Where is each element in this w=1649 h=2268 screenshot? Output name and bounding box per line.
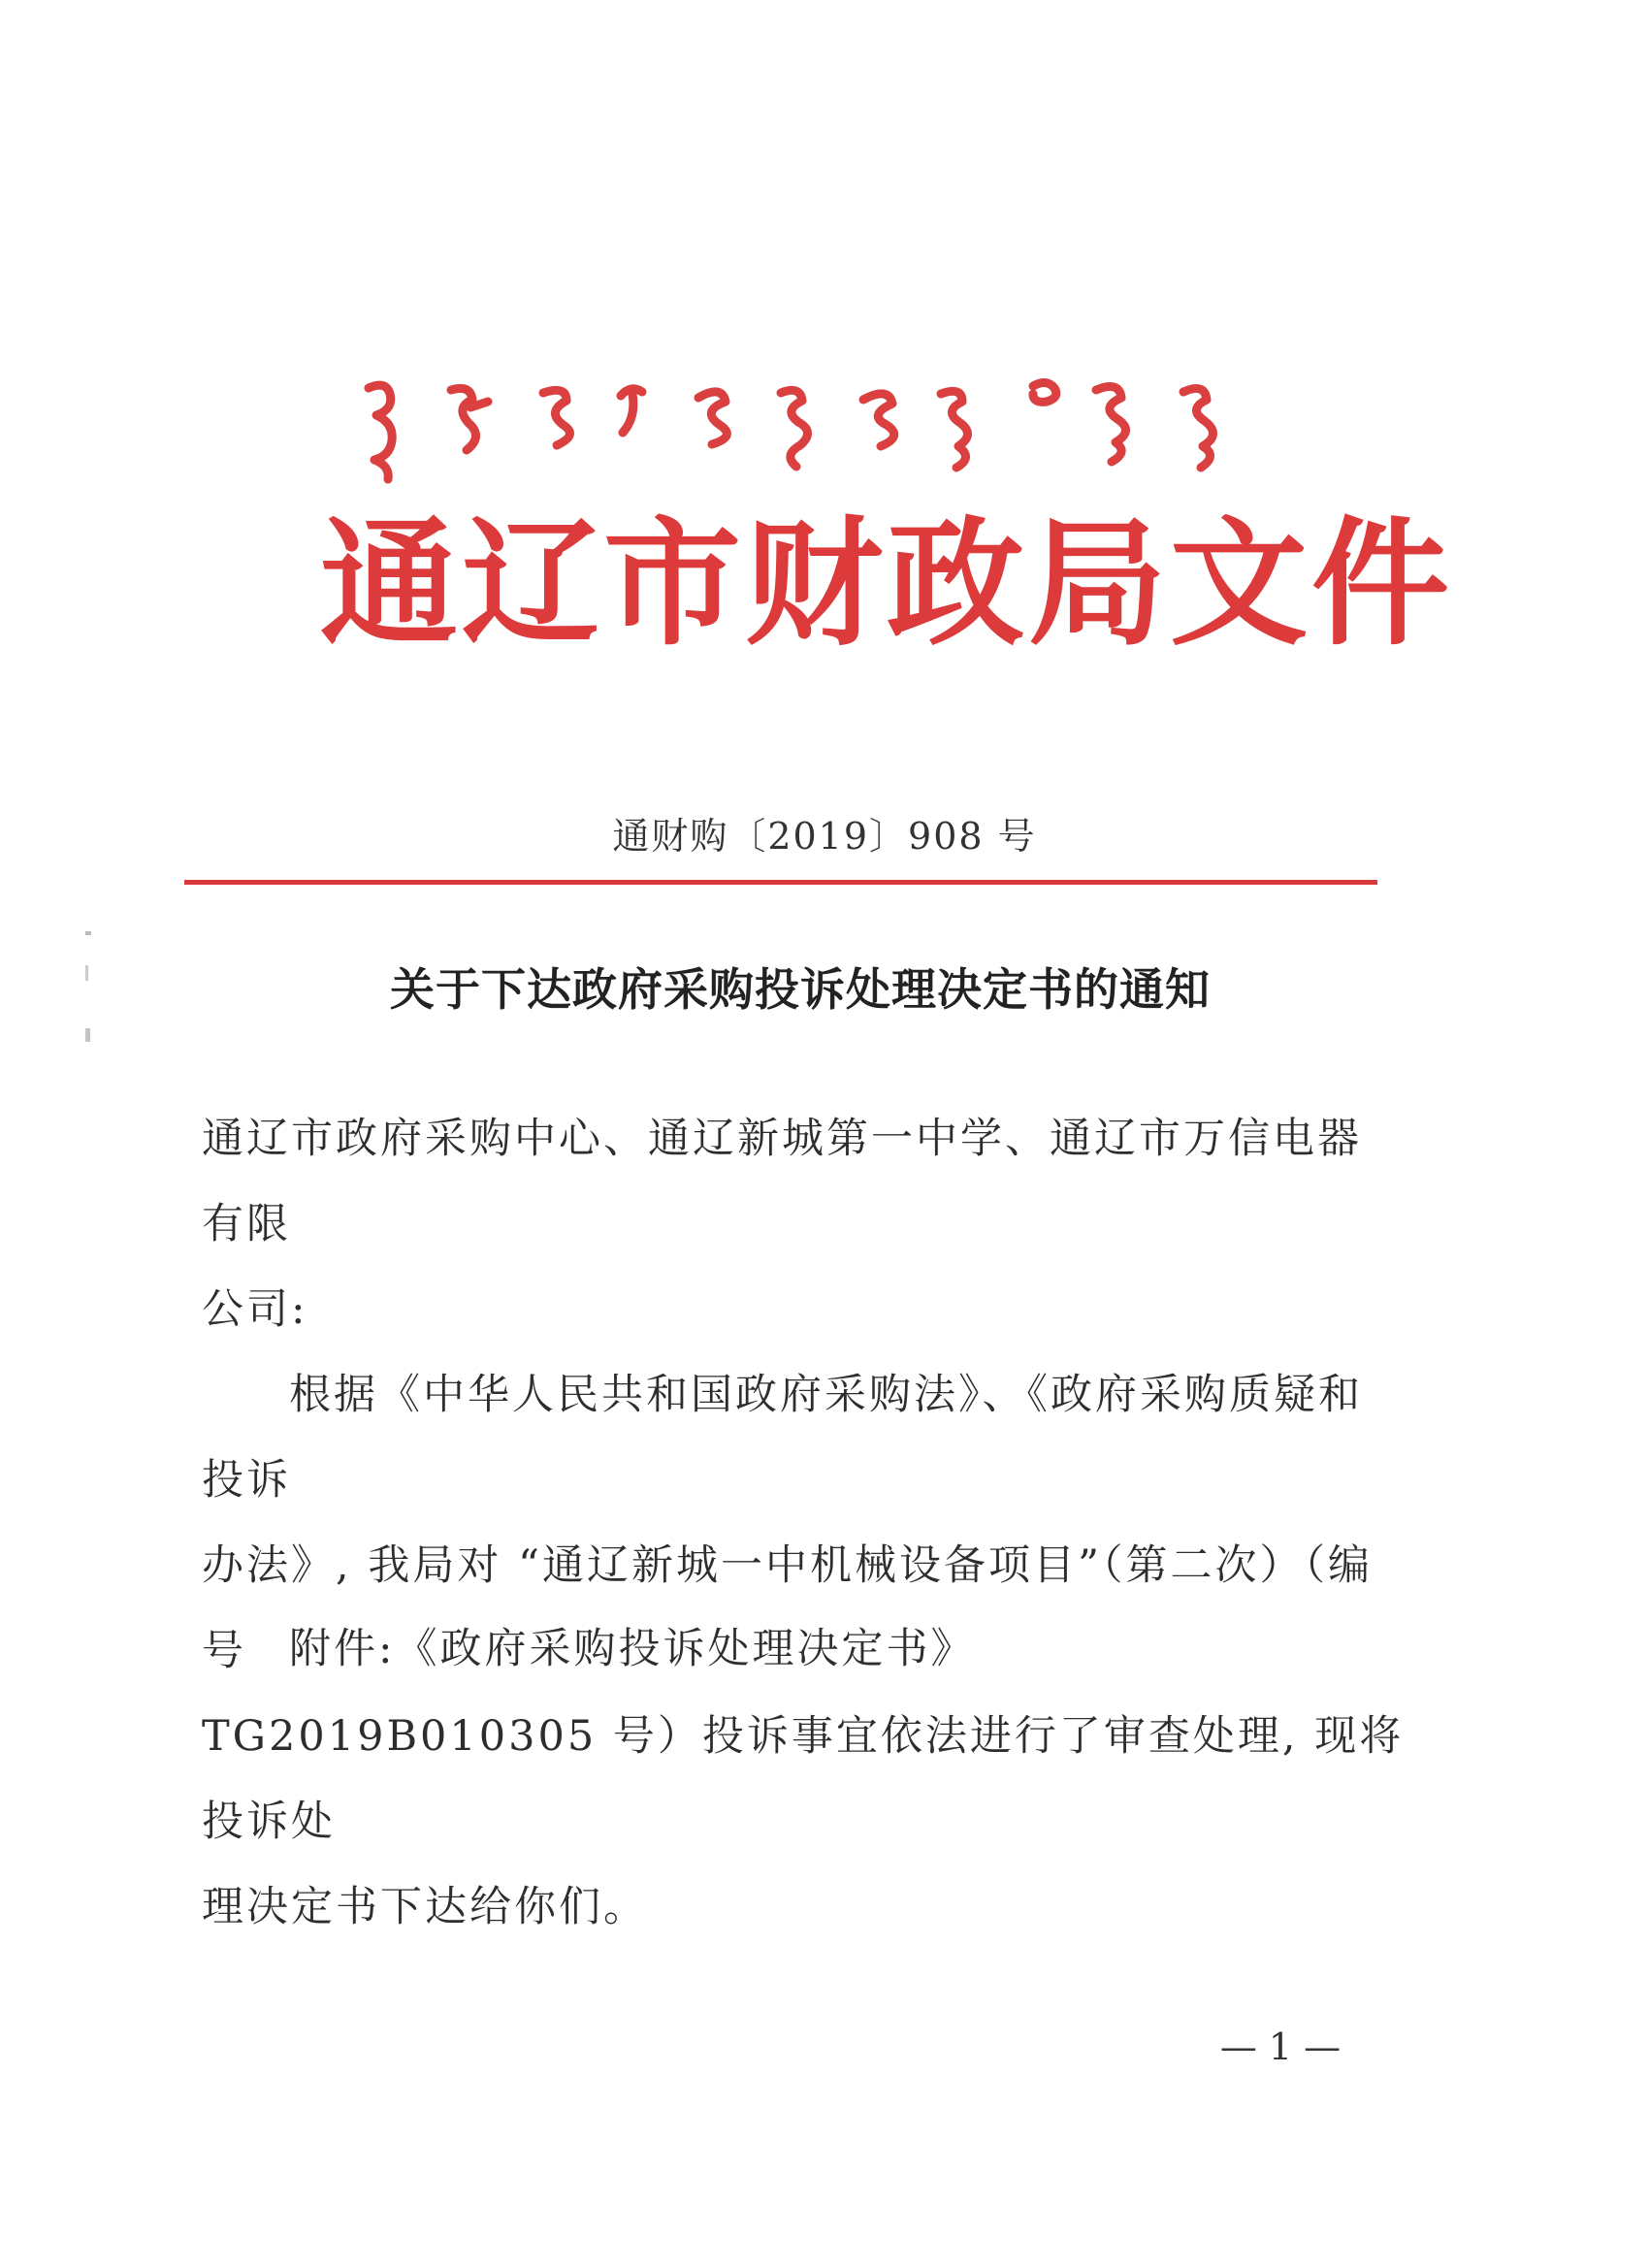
body-paragraph-line: 根据《中华人民共和国政府采购法》、《政府采购质疑和投诉 (202, 1371, 1363, 1505)
issuing-authority-title: 通辽市财政局文件 (320, 504, 1453, 664)
attachment-line: 附件:《政府采购投诉处理决定书》 (289, 1625, 976, 1673)
notice-body (202, 1096, 1405, 1950)
document-number: 通财购〔2019〕908 号 (612, 815, 1037, 858)
body-paragraph-line: 理决定书下达给你们。 (202, 1883, 648, 1931)
body-paragraph-line: 办法》, 我局对 “通辽新城一中机械设备项目”（第二次）（编号 (202, 1541, 1373, 1675)
mongolian-script-heading (349, 369, 1251, 485)
recipients-line: 公司: (202, 1285, 308, 1334)
recipients-line: 通辽市政府采购中心、通辽新城第一中学、通辽市万信电器有限 (202, 1115, 1362, 1248)
page-number: — 1 — (1219, 2025, 1342, 2068)
body-paragraph-line: TG2019B010305 号）投诉事宜依法进行了审查处理, 现将投诉处 (202, 1712, 1405, 1846)
binding-mark (85, 1028, 90, 1042)
binding-mark (85, 931, 91, 935)
red-divider-rule (184, 880, 1377, 885)
notice-title: 关于下达政府采购投诉处理决定书的通知 (390, 963, 1211, 1016)
mongolian-script-graphic (349, 369, 1251, 485)
